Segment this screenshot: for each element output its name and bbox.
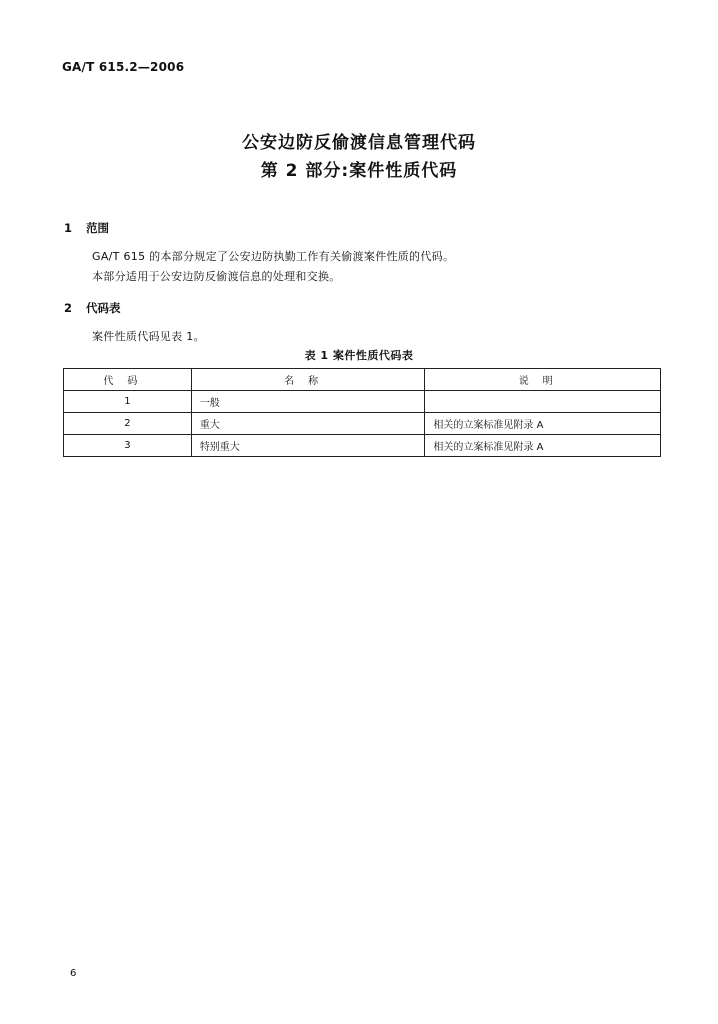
section-title: 范围 [86,221,109,235]
section-number: 2 [64,301,73,315]
section-heading-code-table [64,300,121,316]
document-code: GA/T 615.2—2006 [62,60,185,74]
paragraph: GA/T 615 的本部分规定了公安边防执勤工作有关偷渡案件性质的代码。 [92,250,455,263]
cell-code: 3 [64,435,192,457]
code-table [63,368,661,457]
cell-name: 特别重大 [191,435,425,457]
column-header-name: 名称 [191,369,425,391]
table-caption: 表 1 案件性质代码表 [304,349,414,362]
table-row [64,413,661,435]
column-header-description: 说明 [425,369,661,391]
cell-description: 相关的立案标准见附录 A [425,435,661,457]
cell-code: 1 [64,391,192,413]
paragraph: 案件性质代码见表 1。 [92,330,205,343]
table-header-row [64,369,661,391]
cell-name: 一般 [191,391,425,413]
document-subtitle: 第 2 部分:案件性质代码 [260,161,458,181]
section-number: 1 [64,221,73,235]
section-heading-scope [64,220,109,236]
cell-description: 相关的立案标准见附录 A [425,413,661,435]
cell-description [425,391,661,413]
document-title: 公安边防反偷渡信息管理代码 [242,133,476,153]
table-row [64,391,661,413]
page-number: 6 [70,968,77,979]
section-title: 代码表 [86,301,121,315]
paragraph: 本部分适用于公安边防反偷渡信息的处理和交换。 [92,270,341,283]
cell-code: 2 [64,413,192,435]
column-header-code: 代码 [64,369,192,391]
cell-name: 重大 [191,413,425,435]
table-row [64,435,661,457]
